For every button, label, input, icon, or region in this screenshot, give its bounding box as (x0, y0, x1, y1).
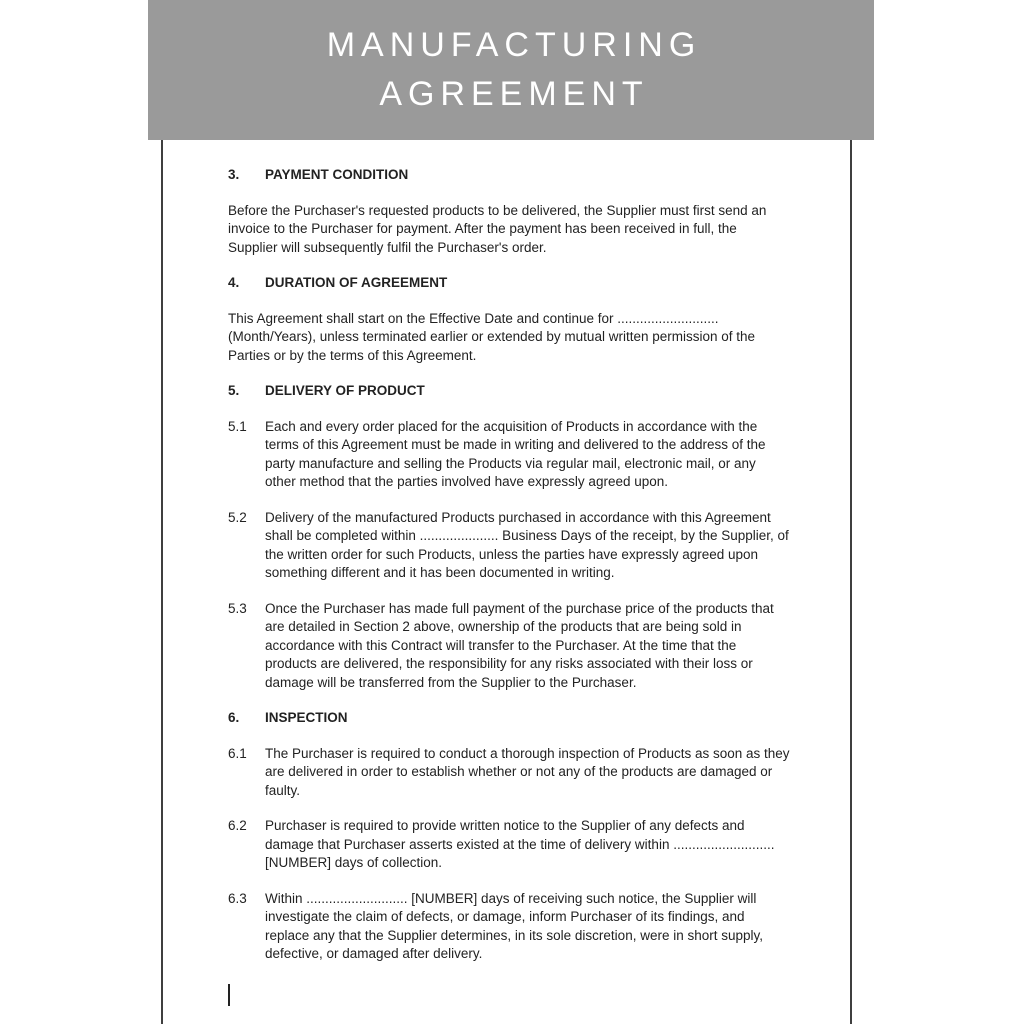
header-band (148, 0, 874, 140)
clause-item-6-1 (228, 745, 790, 801)
section-number: 6. (228, 710, 240, 725)
clause-text: Delivery of the manufactured Products purchased in accordance with this Agreement shall be completed within ..................... Business Days of the receipt, by the Supplier, of the written order for such Products, unless the parties have expressly agreed upon something different and it has been documented in writing. (265, 509, 789, 580)
clause-text: Once the Purchaser has made full payment of the purchase price of the products that are detailed in Section 2 above, ownership of the products that are being sold in accordance with this Contract will transfer to the Purchaser. At the time that the products are delivered, the responsibility for any risks associated with their loss or damage will be transferred from the Supplier to the Purchaser. (265, 600, 774, 690)
clause-number: 6.1 (228, 745, 247, 761)
section-heading-inspection (228, 709, 790, 728)
clause-text: The Purchaser is required to conduct a thorough inspection of Products as soon as they are delivered in order to establish whether or not any of the products are damaged or faulty. (265, 745, 790, 798)
paragraph-payment-condition: Before the Purchaser's requested products to be delivered, the Supplier must first send an invoice to the Purchaser for payment. After the payment has been received in full, the Supplier will subsequently fulfil the Purchaser's order. (228, 202, 767, 255)
clause-item-5-1 (228, 418, 790, 492)
section-heading-duration-of-agreement (228, 274, 790, 293)
text-cursor (228, 984, 230, 1006)
section-heading-delivery-of-product (228, 382, 790, 401)
paragraph-duration-of-agreement: This Agreement shall start on the Effective Date and continue for ........................... (Month/Years), unless terminated earlier or extended by mutual written permission of the Parties or by the terms of this Agreement. (228, 310, 756, 363)
clause-item-6-2 (228, 817, 790, 873)
clause-text: Within ........................... [NUMBER] days of receiving such notice, the Supplier will investigate the claim of defects, or damage, inform Purchaser of its findings, and replace any that the Supplier determines, in its sole discretion, were in short supply, defective, or damaged after delivery. (265, 890, 764, 961)
page-content[interactable] (228, 140, 790, 981)
clause-number: 5.3 (228, 600, 247, 616)
section-number: 4. (228, 275, 240, 290)
section-number: 3. (228, 167, 240, 182)
clause-number: 6.2 (228, 818, 247, 833)
clause-number: 6.3 (228, 890, 247, 906)
section-title: DELIVERY OF PRODUCT (265, 383, 425, 398)
clause-text: Each and every order placed for the acquisition of Products in accordance with the terms of this Agreement must be made in writing and delivered to the address of the party manufacture and selling the Products via regular mail, electronic mail, or any other method that the parties involved have expressly agreed upon. (265, 418, 766, 489)
section-number: 5. (228, 383, 240, 398)
clause-text: Purchaser is required to provide written notice to the Supplier of any defects and damage that Purchaser asserts existed at the time of delivery within ........................... [NUMBER] days of collection. (265, 818, 775, 870)
document-title-line-2: AGREEMENT (379, 75, 649, 113)
clause-number: 5.1 (228, 418, 247, 434)
clause-item-5-3 (228, 600, 790, 693)
section-title: PAYMENT CONDITION (265, 167, 409, 182)
section-heading-payment-condition (228, 166, 790, 185)
clause-number: 5.2 (228, 509, 247, 525)
clause-item-6-3 (228, 890, 790, 964)
document-title-line-1: MANUFACTURING (326, 26, 702, 64)
section-title: DURATION OF AGREEMENT (265, 275, 448, 290)
section-title: INSPECTION (265, 710, 348, 725)
clause-item-5-2 (228, 509, 790, 583)
